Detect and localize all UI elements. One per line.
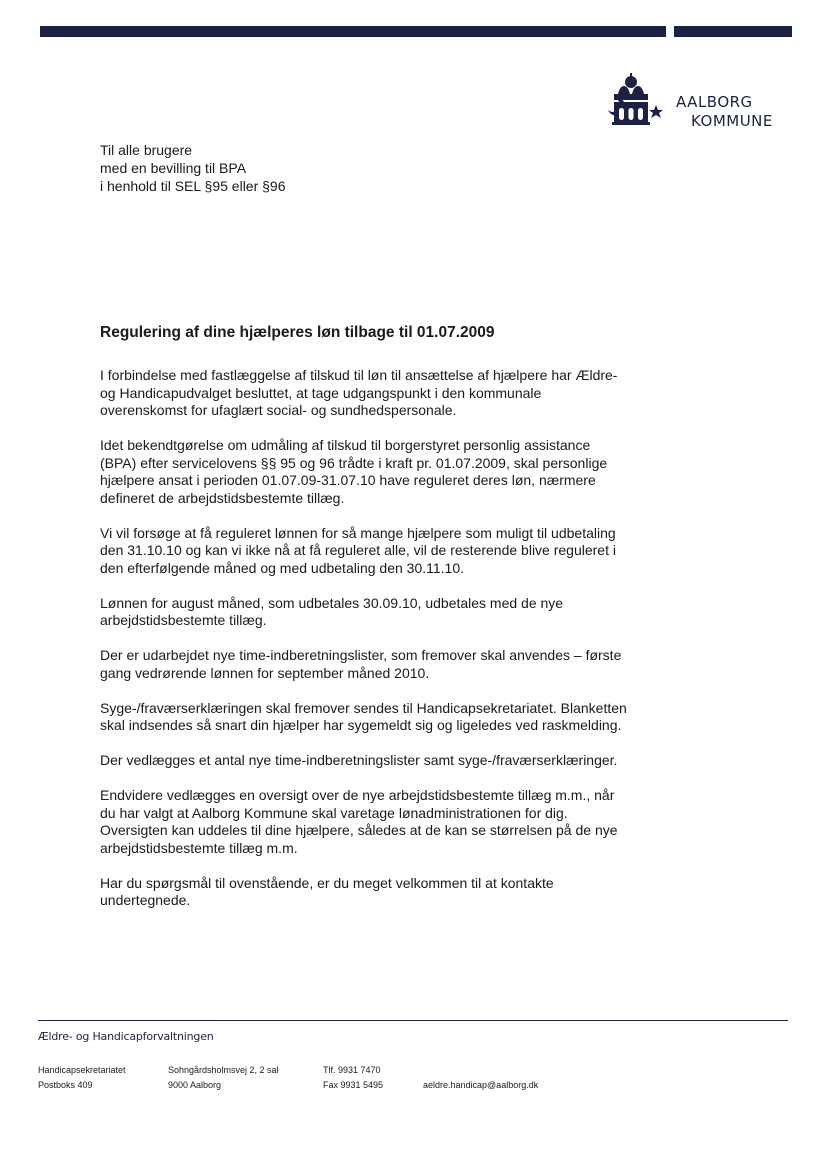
header-bar	[40, 26, 666, 37]
body-paragraph: Syge-/fraværserklæringen skal fremover sendes til Handicapsekretariatet. Blanketten skal indsendes så snart din hjælper har sygemeldt sig og ligeledes ved raskmelding.	[100, 699, 627, 733]
footer-text: 9000 Aalborg	[168, 1080, 222, 1090]
footer-email[interactable]: aeldre.handicap@aalborg.dk	[423, 1080, 539, 1090]
recipient-line: Til alle brugere	[100, 142, 193, 158]
body-paragraph: Har du spørgsmål til ovenstående, er du meget velkommen til at kontakte undertegnede.	[100, 874, 554, 908]
header-bar-segment	[674, 26, 792, 37]
footer-address-col	[38, 1063, 126, 1093]
footer-text: Postboks 409	[38, 1080, 93, 1090]
footer-text: Sohngårdsholmsvej 2, 2 sal	[168, 1065, 279, 1075]
footer-street-col	[168, 1063, 279, 1093]
body-paragraph: I forbindelse med fastlæggelse af tilskud til løn til ansættelse af hjælpere har Ældre- og Handicapudvalget besluttet, at tage udgangspunkt i den kommunale overenskomst for ufaglært social- og sundhedspersonale.	[100, 367, 618, 418]
footer-email-col	[423, 1078, 538, 1093]
recipient-line: med en bevilling til BPA	[100, 160, 247, 176]
footer-text: Handicapsekretariatet	[38, 1065, 126, 1075]
letter-body	[100, 367, 630, 927]
footer-text: Fax 9931 5495	[323, 1080, 384, 1090]
footer-text: Tlf. 9931 7470	[323, 1065, 381, 1075]
recipient-block	[100, 141, 286, 195]
body-paragraph: Lønnen for august måned, som udbetales 30.09.10, udbetales med de nye arbejdstidsbestemte tillæg.	[100, 594, 564, 628]
body-paragraph: Endvidere vedlægges en oversigt over de nye arbejdstidsbestemte tillæg m.m., når du har valgt at Aalborg Kommune skal varetage lønadministrationen for dig. Oversigten kan uddeles til dine hjælpere, således at de kan se størrelsen på de nye arbejdstidsbestemte tillæg m.m.	[100, 787, 618, 856]
org-name-line2: KOMMUNE	[691, 112, 773, 130]
letter-heading: Regulering af dine hjælperes løn tilbage til 01.07.2009	[100, 324, 495, 341]
aalborg-crest-icon	[590, 72, 672, 130]
body-paragraph: Der vedlægges et antal nye time-indberetningslister samt syge-/fraværserklæringer.	[100, 752, 618, 768]
org-logo-text	[676, 93, 773, 131]
body-paragraph: Vi vil forsøge at få reguleret lønnen for så mange hjælpere som muligt til udbetaling den 31.10.10 og kan vi ikke nå at få reguleret alle, vil de resterende blive reguleret i den efterfølgende måned og med udbetaling den 30.11.10.	[100, 524, 616, 576]
body-paragraph: Der er udarbejdet nye time-indberetningslister, som fremover skal anvendes – første gang vedrørende lønnen for september måned 2010.	[100, 647, 622, 681]
footer-divider	[38, 1020, 788, 1021]
recipient-line: i henhold til SEL §95 eller §96	[100, 178, 286, 194]
footer-department: Ældre- og Handicapforvaltningen	[38, 1030, 214, 1043]
body-paragraph: Idet bekendtgørelse om udmåling af tilskud til borgerstyret personlig assistance (BPA) efter servicelovens §§ 95 og 96 trådte i kraft pr. 01.07.2009, skal personlige hjælpere ansat i perioden 01.07.09-31.07.10 have reguleret deres løn, nærmere defineret de arbejdstidsbestemte tillæg.	[100, 437, 608, 506]
footer-phone-col	[323, 1063, 383, 1093]
org-name-line1: AALBORG	[676, 93, 753, 111]
